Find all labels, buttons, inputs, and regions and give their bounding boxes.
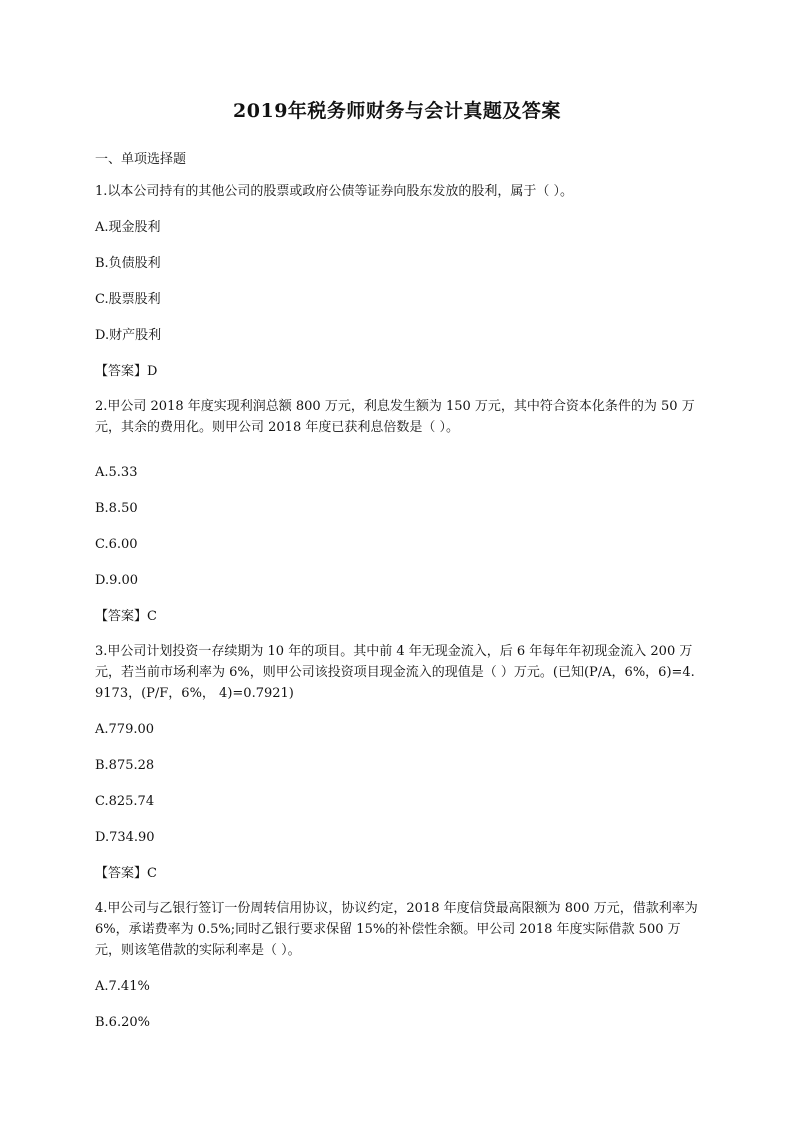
option-c: C.6.00	[95, 537, 138, 552]
option-a: A.5.33	[95, 465, 138, 480]
question-stem: 4.甲公司与乙银行签订一份周转信用协议，协议约定，2018 年度信贷最高限额为 800 万元，借款利率为 6%，承诺费率为 0.5%;同时乙银行要求保留 15%的补偿性余额。甲公司 2018 年度实际借款 500 万元，则该笔借款的实际利率是（ ）。	[95, 901, 698, 958]
option-b: B.6.20%	[95, 1015, 150, 1030]
option-a: A.7.41%	[95, 979, 150, 994]
option-b: B.负债股利	[95, 256, 161, 271]
answer-label: 【答案】C	[95, 609, 157, 624]
question-1	[95, 181, 699, 382]
section-heading: 一、单项选择题	[95, 152, 187, 167]
question-3	[95, 641, 699, 884]
option-a: A.现金股利	[95, 220, 161, 235]
option-d: D.9.00	[95, 573, 139, 588]
answer-label: 【答案】D	[95, 364, 158, 379]
option-d: D.734.90	[95, 830, 155, 845]
question-stem: 3.甲公司计划投资一存续期为 10 年的项目。其中前 4 年无现金流入，后 6 年每年年初现金流入 200 万元，若当前市场利率为 6%，则甲公司该投资项目现金流入的现值是（ ）万元。(已知(P/A，6%，6)=4.9173，(P/F，6%， 4)=0.7921)	[95, 644, 695, 701]
question-stem: 2.甲公司 2018 年度实现利润总额 800 万元，利息发生额为 150 万元，其中符合资本化条件的为 50 万元，其余的费用化。则甲公司 2018 年度已获利息倍数是（ ）。	[95, 399, 695, 435]
option-c: C.825.74	[95, 794, 155, 809]
answer-label: 【答案】C	[95, 866, 157, 881]
question-2	[95, 396, 699, 627]
option-c: C.股票股利	[95, 292, 161, 307]
document-title: 2019年税务师财务与会计真题及答案	[233, 100, 561, 122]
question-stem: 1.以本公司持有的其他公司的股票或政府公债等证券向股东发放的股利，属于（ ）。	[95, 184, 574, 199]
question-4	[95, 898, 699, 1033]
option-b: B.875.28	[95, 758, 155, 773]
option-d: D.财产股利	[95, 328, 162, 343]
option-a: A.779.00	[95, 722, 155, 737]
option-b: B.8.50	[95, 501, 138, 516]
